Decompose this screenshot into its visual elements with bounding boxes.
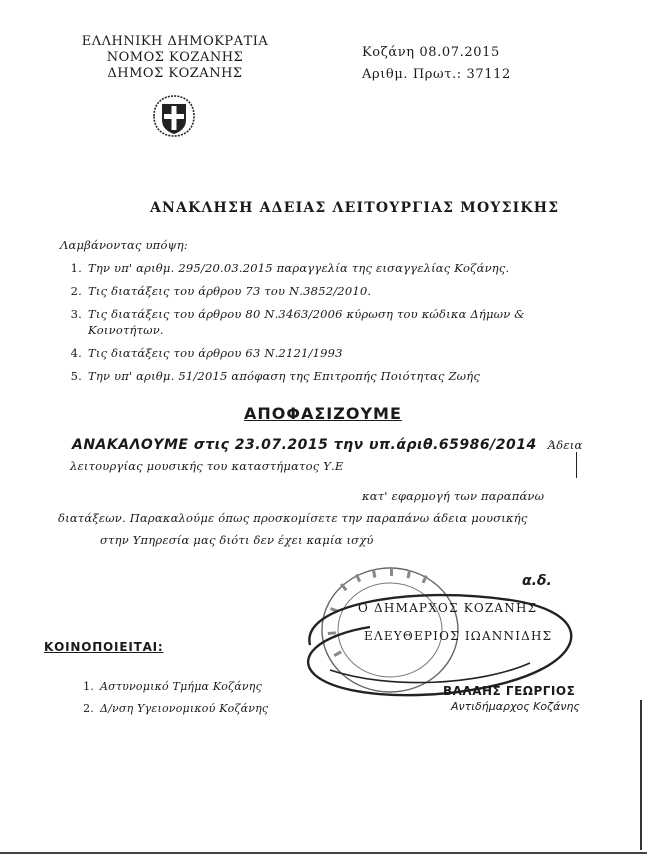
protocol-number: Αριθμ. Πρωτ.: 37112 (362, 67, 511, 82)
stamp-role: Αντιδήμαρχος Κοζάνης (451, 700, 580, 713)
stamp-name: ΒΑΛΑΗΣ ΓΕΩΡΓΙΟΣ (443, 684, 576, 698)
header-line3: ΔΗΜΟΣ ΚΟΖΑΝΗΣ (107, 66, 243, 81)
scan-edge-mark (640, 700, 642, 850)
signatory-role: Ο ΔΗΜΑΡΧΟΣ ΚΟΖΑΝΗΣ (358, 601, 538, 615)
document-meta (362, 42, 511, 86)
decision-line3: κατ' εφαρμογή των παραπάνω (362, 489, 545, 503)
list-item: 1. Την υπ' αριθμ. 295/20.03.2015 παραγγελία της εισαγγελίας Κοζάνης. (70, 261, 510, 275)
document-title: ΑΝΑΚΛΗΣΗ ΑΔΕΙΑΣ ΛΕΙΤΟΥΡΓΙΑΣ ΜΟΥΣΙΚΗΣ (150, 200, 560, 216)
notify-heading: ΚΟΙΝΟΠΟΙΕΙΤΑΙ: (44, 640, 164, 654)
list-item: 5. Την υπ' αριθμ. 51/2015 απόφαση της Επιτροπής Ποιότητας Ζωής (70, 369, 480, 383)
decision-heading: ΑΠΟΦΑΣΙΖΟΥΜΕ (244, 404, 402, 423)
header-line2: ΝΟΜΟΣ ΚΟΖΑΝΗΣ (106, 50, 244, 65)
revoke-statement: ΑΝΑΚΑΛΟΥΜΕ στις 23.07.2015 την υπ.άριθ.65986/2014 (72, 437, 537, 453)
header-line1: ΕΛΛΗΝΙΚΗ ΔΗΜΟΚΡΑΤΙΑ (81, 34, 269, 49)
decision-line2: λειτουργίας μουσικής του καταστήματος Υ.Ε (70, 459, 344, 473)
list-item: 2. Τις διατάξεις του άρθρου 73 του Ν.3852/2010. (70, 284, 372, 298)
list-item: 3. Τις διατάξεις του άρθρου 80 Ν.3463/2006 κύρωση του κώδικα Δήμων & Κοινοτήτων. (70, 307, 525, 337)
signatory-name: ΕΛΕΥΘΕΡΙΟΣ ΙΩΑΝΝΙΔΗΣ (364, 629, 553, 643)
list-item: 4. Τις διατάξεις του άρθρου 63 Ν.2121/1993 (70, 346, 343, 360)
intro-text: Λαμβάνοντας υπόψη: (60, 238, 188, 252)
decision-line4: διατάξεων. Παρακαλούμε όπως προσκομίσετε την παραπάνω άδεια μουσικής (58, 511, 528, 525)
coat-of-arms-emblem (148, 90, 200, 142)
decision-line5: στην Υπηρεσία μας διότι δεν έχει καμία ισχύ (100, 533, 374, 547)
list-item: 2. Δ/νση Υγειονομικού Κοζάνης (83, 702, 269, 715)
considerations-list (64, 260, 604, 384)
notify-list (76, 679, 268, 717)
place-date: Κοζάνη 08.07.2015 (362, 45, 500, 60)
authority-header (50, 34, 300, 82)
list-item: 1. Αστυνομικό Τμήμα Κοζάνης (83, 680, 262, 693)
scan-edge-line (0, 852, 647, 854)
handwritten-note: α.δ. (522, 573, 552, 589)
decision-line1: ΑΝΑΚΑΛΟΥΜΕ στις 23.07.2015 την υπ.άριθ.65986/2014 Άδεια (72, 437, 583, 453)
margin-mark (576, 452, 577, 478)
